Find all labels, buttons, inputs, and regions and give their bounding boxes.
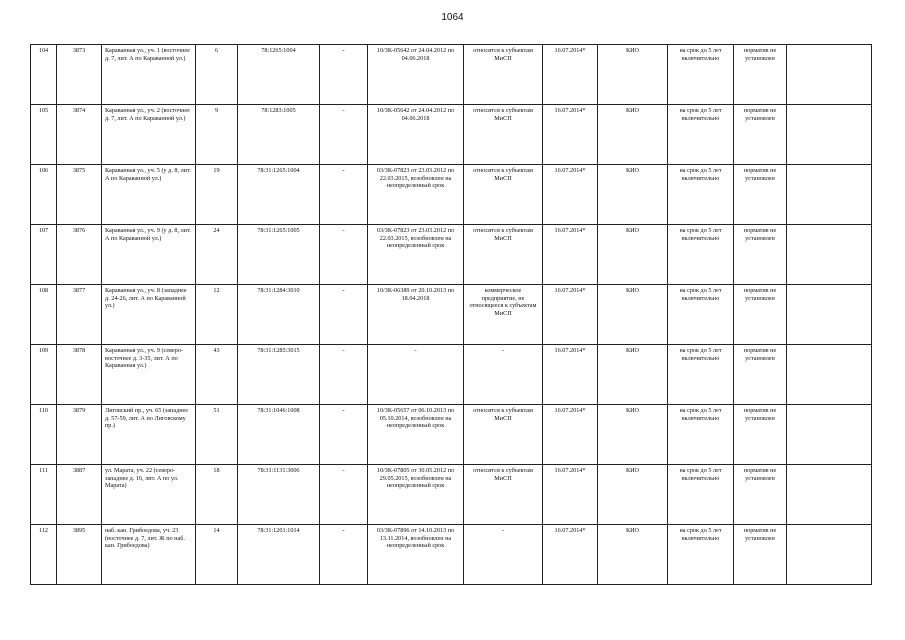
permit-cell: 10/ЗК-05642 от 24.04.2012 по 04.06.2018 xyxy=(368,105,464,165)
cadastral-number-cell: 78:31:1265:1004 xyxy=(238,165,320,225)
blank-cell: - xyxy=(320,345,368,405)
object-id-cell: 3874 xyxy=(57,105,102,165)
cadastral-number-cell: 78:31:1265:1005 xyxy=(238,225,320,285)
empty-cell xyxy=(787,165,872,225)
object-id-cell: 3875 xyxy=(57,165,102,225)
date-cell: 16.07.2014* xyxy=(543,45,598,105)
permit-cell: - xyxy=(368,345,464,405)
date-cell: 16.07.2014* xyxy=(543,285,598,345)
address-cell: Караванная ул., уч. 1 (восточнее д. 7, лит. А по Караванной ул.) xyxy=(102,45,196,105)
row-number-cell: 110 xyxy=(31,405,57,465)
date-cell: 16.07.2014* xyxy=(543,465,598,525)
address-cell: Караванная ул., уч. 2 (восточнее д. 7, лит. А по Караванной ул.) xyxy=(102,105,196,165)
term-cell: на срок до 5 лет включительно xyxy=(668,405,734,465)
norm-cell: норматив не установлен xyxy=(734,405,787,465)
date-cell: 16.07.2014* xyxy=(543,405,598,465)
object-id-cell: 3877 xyxy=(57,285,102,345)
empty-cell xyxy=(787,525,872,585)
address-cell: Караванная ул., уч. 5 (у д. 8, лит. А по Караванной ул.) xyxy=(102,165,196,225)
object-id-cell: 3876 xyxy=(57,225,102,285)
row-number-cell: 105 xyxy=(31,105,57,165)
organization-cell: КИО xyxy=(598,525,668,585)
row-number-cell: 106 xyxy=(31,165,57,225)
table-row xyxy=(31,285,872,345)
object-id-cell: 3887 xyxy=(57,465,102,525)
date-cell: 16.07.2014* xyxy=(543,165,598,225)
address-cell: ул. Марата, уч. 22 (северо-западнее д. 16, лит. А по ул. Марата) xyxy=(102,465,196,525)
area-cell: 14 xyxy=(196,525,238,585)
organization-cell: КИО xyxy=(598,165,668,225)
blank-cell: - xyxy=(320,225,368,285)
area-cell: 19 xyxy=(196,165,238,225)
row-number-cell: 104 xyxy=(31,45,57,105)
norm-cell: норматив не установлен xyxy=(734,105,787,165)
empty-cell xyxy=(787,405,872,465)
norm-cell: норматив не установлен xyxy=(734,225,787,285)
table-row xyxy=(31,405,872,465)
date-cell: 16.07.2014* xyxy=(543,525,598,585)
organization-cell: КИО xyxy=(598,225,668,285)
cadastral-number-cell: 78:31:1201:1014 xyxy=(238,525,320,585)
row-number-cell: 111 xyxy=(31,465,57,525)
area-cell: 6 xyxy=(196,45,238,105)
category-cell: относится к субъектам МиСП xyxy=(464,405,543,465)
table-row xyxy=(31,345,872,405)
organization-cell: КИО xyxy=(598,45,668,105)
category-cell: коммерческое предприятие, не относящееся к субъектам МиСП xyxy=(464,285,543,345)
area-cell: 18 xyxy=(196,465,238,525)
object-id-cell: 3895 xyxy=(57,525,102,585)
empty-cell xyxy=(787,465,872,525)
blank-cell: - xyxy=(320,465,368,525)
table-row xyxy=(31,45,872,105)
address-cell: Караванная ул., уч. 9 (у д. 8, лит. А по Караванной ул.) xyxy=(102,225,196,285)
permit-cell: 03/ЗК-07823 от 23.03.2012 по 22.03.2015, возобновлен на неопределенный срок xyxy=(368,225,464,285)
norm-cell: норматив не установлен xyxy=(734,525,787,585)
blank-cell: - xyxy=(320,405,368,465)
address-cell: наб. кан. Грибоедова, уч. 23 (восточнее д. 7, лит. Ж по наб. кан. Грибоедова) xyxy=(102,525,196,585)
empty-cell xyxy=(787,225,872,285)
permit-cell: 03/ЗК-07823 от 23.03.2012 по 22.03.2015, возобновлен на неопределенный срок xyxy=(368,165,464,225)
permit-cell: 03/ЗК-07896 от 14.10.2013 по 13.11.2014, возобновлен на неопределенный срок xyxy=(368,525,464,585)
empty-cell xyxy=(787,345,872,405)
cadastral-number-cell: 78:1265:1004 xyxy=(238,45,320,105)
cadastral-number-cell: 78:1283:1005 xyxy=(238,105,320,165)
cadastral-number-cell: 78:31:1131:3006 xyxy=(238,465,320,525)
address-cell: Караванная ул., уч. 8 (западнее д. 24-26, лит. А по Караванной ул.) xyxy=(102,285,196,345)
norm-cell: норматив не установлен xyxy=(734,285,787,345)
table-row xyxy=(31,165,872,225)
organization-cell: КИО xyxy=(598,285,668,345)
organization-cell: КИО xyxy=(598,345,668,405)
permit-cell: 10/ЗК-07805 от 30.05.2012 по 29.05.2015, возобновлен на неопределенный срок xyxy=(368,465,464,525)
row-number-cell: 107 xyxy=(31,225,57,285)
term-cell: на срок до 5 лет включительно xyxy=(668,225,734,285)
category-cell: относится к субъектам МиСП xyxy=(464,165,543,225)
cadastral-number-cell: 78:31:1285:3015 xyxy=(238,345,320,405)
area-cell: 9 xyxy=(196,105,238,165)
empty-cell xyxy=(787,285,872,345)
row-number-cell: 108 xyxy=(31,285,57,345)
blank-cell: - xyxy=(320,285,368,345)
cadastral-number-cell: 78:31:1046:1008 xyxy=(238,405,320,465)
blank-cell: - xyxy=(320,105,368,165)
norm-cell: норматив не установлен xyxy=(734,45,787,105)
blank-cell: - xyxy=(320,165,368,225)
term-cell: на срок до 5 лет включительно xyxy=(668,345,734,405)
empty-cell xyxy=(787,45,872,105)
row-number-cell: 109 xyxy=(31,345,57,405)
blank-cell: - xyxy=(320,45,368,105)
category-cell: относится к субъектам МиСП xyxy=(464,225,543,285)
table-row xyxy=(31,525,872,585)
blank-cell: - xyxy=(320,525,368,585)
category-cell: относится к субъектам МиСП xyxy=(464,45,543,105)
permit-cell: 10/ЗК-05657 от 06.10.2013 по 05.10.2014, возобновлен на неопределенный срок xyxy=(368,405,464,465)
organization-cell: КИО xyxy=(598,405,668,465)
table-row xyxy=(31,105,872,165)
category-cell: - xyxy=(464,525,543,585)
category-cell: относится к субъектам МиСП xyxy=(464,465,543,525)
category-cell: - xyxy=(464,345,543,405)
term-cell: на срок до 5 лет включительно xyxy=(668,45,734,105)
term-cell: на срок до 5 лет включительно xyxy=(668,165,734,225)
address-cell: Караванная ул., уч. 9 (северо-восточнее д. 3-35, лит. А по Караванная ул.) xyxy=(102,345,196,405)
area-cell: 24 xyxy=(196,225,238,285)
object-id-cell: 3878 xyxy=(57,345,102,405)
object-id-cell: 3879 xyxy=(57,405,102,465)
page-number: 1064 xyxy=(441,12,464,23)
norm-cell: норматив не установлен xyxy=(734,165,787,225)
date-cell: 16.07.2014* xyxy=(543,345,598,405)
term-cell: на срок до 5 лет включительно xyxy=(668,105,734,165)
area-cell: 51 xyxy=(196,405,238,465)
cadastral-number-cell: 78:31:1284:3010 xyxy=(238,285,320,345)
permit-cell: 10/ЗК-05642 от 24.04.2012 по 04.06.2018 xyxy=(368,45,464,105)
table-body xyxy=(31,45,872,585)
term-cell: на срок до 5 лет включительно xyxy=(668,285,734,345)
date-cell: 16.07.2014* xyxy=(543,225,598,285)
organization-cell: КИО xyxy=(598,465,668,525)
date-cell: 16.07.2014* xyxy=(543,105,598,165)
area-cell: 12 xyxy=(196,285,238,345)
permit-cell: 10/ЗК-06389 от 20.10.2013 по 18.04.2018 xyxy=(368,285,464,345)
address-cell: Лиговский пр., уч. 65 (западнее д. 57-59, лит. А по Лиговскому пр.) xyxy=(102,405,196,465)
land-plots-table xyxy=(30,44,872,585)
organization-cell: КИО xyxy=(598,105,668,165)
term-cell: на срок до 5 лет включительно xyxy=(668,525,734,585)
object-id-cell: 3873 xyxy=(57,45,102,105)
area-cell: 43 xyxy=(196,345,238,405)
row-number-cell: 112 xyxy=(31,525,57,585)
term-cell: на срок до 5 лет включительно xyxy=(668,465,734,525)
category-cell: относится к субъектам МиСП xyxy=(464,105,543,165)
table-row xyxy=(31,225,872,285)
norm-cell: норматив не установлен xyxy=(734,465,787,525)
table-row xyxy=(31,465,872,525)
empty-cell xyxy=(787,105,872,165)
norm-cell: норматив не установлен xyxy=(734,345,787,405)
